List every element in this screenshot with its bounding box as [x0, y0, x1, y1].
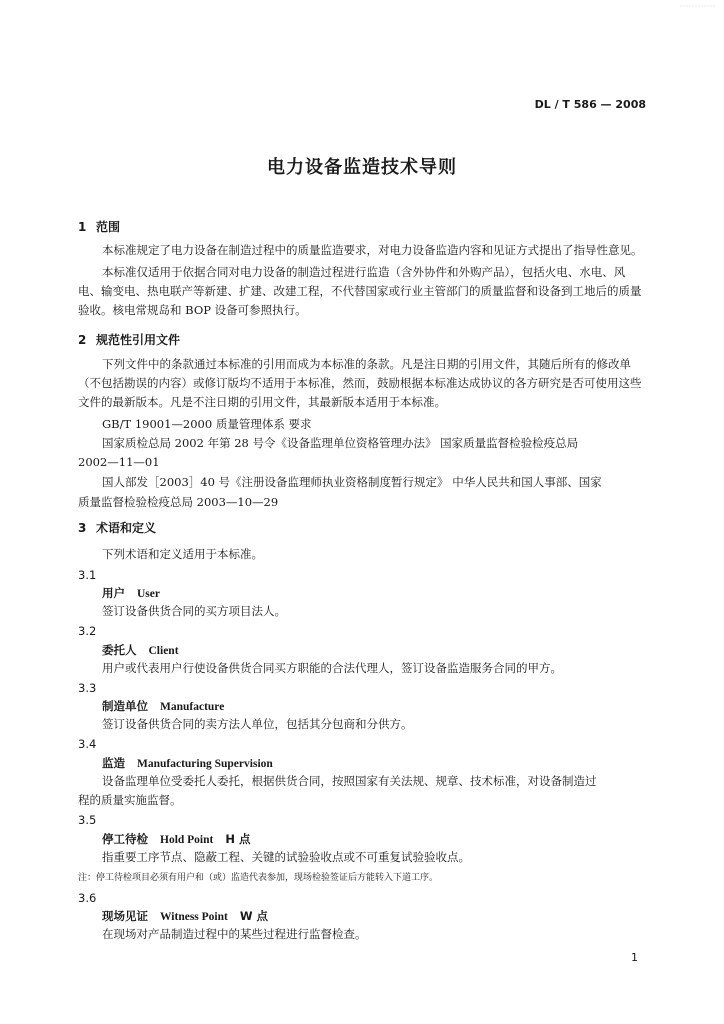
reference-gbt19001: GB/T 19001—2000 质量管理体系 要求 — [102, 417, 312, 431]
reference-guorenbufa-40: 国人部发［2003］40 号《注册设备监理师执业资格制度暂行规定》 中华人民共和国人事部、国家 — [102, 475, 602, 489]
term-definition: 用户或代表用户行使设备供货合同买方职能的合法代理人，签订设备监造服务合同的甲方。 — [102, 661, 562, 675]
term-en: Client — [148, 645, 179, 657]
term-note: 注：停工待检项目必须有用户和（或）监造代表参加，现场检验签证后方能转入下道工序。 — [78, 873, 439, 883]
term-en: Hold Point — [160, 834, 214, 846]
term-number: 3.4 — [78, 737, 97, 751]
term-heading-client — [102, 642, 179, 658]
terms-intro: 下列术语和定义适用于本标准。 — [102, 547, 263, 561]
term-en: Witness Point — [160, 911, 228, 923]
document-title: 电力设备监造技术导则 — [267, 157, 457, 178]
term-number: 3.2 — [78, 624, 97, 638]
section-heading-terms — [78, 519, 156, 536]
scan-artifact-mark — [678, 2, 718, 10]
term-en: Manufacturing Supervision — [137, 758, 273, 770]
section-heading-scope — [78, 218, 120, 235]
term-number: 3.1 — [78, 568, 97, 582]
term-definition-continued: 程的质量实施监督。 — [78, 793, 182, 807]
term-heading-witness-point — [102, 908, 268, 924]
section-number: 3 — [78, 521, 87, 535]
term-number: 3.6 — [78, 891, 97, 905]
section-heading-normative-references — [78, 331, 180, 348]
term-definition: 指重要工序节点、隐蔽工程、关键的试验验收点或不可重复试验验收点。 — [102, 850, 470, 864]
term-abbrev: H 点 — [225, 832, 251, 846]
term-en: Manufacture — [160, 701, 225, 713]
term-heading-hold-point — [102, 831, 251, 847]
term-cn: 现场见证 — [102, 909, 148, 923]
section-number: 1 — [78, 220, 87, 234]
scope-paragraph-1: 本标准规定了电力设备在制造过程中的质量监造要求，对电力设备监造内容和见证方式提出了指导性意见。 — [102, 243, 643, 257]
term-en: User — [137, 588, 160, 600]
term-cn: 委托人 — [102, 643, 137, 657]
page-number: 1 — [631, 951, 638, 964]
term-definition: 在现场对产品制造过程中的某些过程进行监督检查。 — [102, 927, 367, 941]
term-definition: 签订设备供货合同的卖方法人单位，包括其分包商和分供方。 — [102, 717, 413, 731]
term-number: 3.5 — [78, 813, 97, 827]
section-title: 术语和定义 — [96, 521, 157, 535]
term-cn: 用户 — [102, 586, 125, 600]
term-definition: 设备监理单位受委托人委托，根据供货合同，按照国家有关法规、规章、技术标准，对设备制造过 — [102, 774, 597, 788]
scope-paragraph-2: 本标准仅适用于依据合同对电力设备的制造过程进行监造（含外协件和外购产品），包括火电、水电、风电、输变电、热电联产等新建、扩建、改建工程，不代替国家或行业主管部门的质量监督和设备到工地后的质量验收。核电常规岛和 BOP 设备可参照执行。 — [78, 265, 642, 317]
term-number: 3.3 — [78, 681, 97, 695]
term-abbrev: W 点 — [239, 909, 269, 923]
reference-order-28-date: 2002—11—01 — [78, 455, 160, 469]
term-heading-user — [102, 585, 160, 601]
reference-order-28: 国家质检总局 2002 年第 28 号令《设备监理单位资格管理办法》 国家质量监督检验检疫总局 — [102, 436, 579, 450]
reference-guorenbufa-40-date: 质量监督检验检疫总局 2003—10—29 — [78, 495, 279, 509]
references-paragraph: 下列文件中的条款通过本标准的引用而成为本标准的条款。凡是注日期的引用文件，其随后所有的修改单（不包括勘误的内容）或修订版均不适用于本标准，然而，鼓励根据本标准达成协议的各方研究是否可使用这些文件的最新版本。凡是不注日期的引用文件，其最新版本适用于本标准。 — [78, 357, 642, 409]
term-heading-manufacture — [102, 698, 224, 714]
standard-number: DL / T 586 — 2008 — [534, 98, 646, 111]
term-heading-supervision — [102, 755, 273, 771]
term-cn: 制造单位 — [102, 699, 148, 713]
term-definition: 签订设备供货合同的买方项目法人。 — [102, 604, 286, 618]
term-cn: 停工待检 — [102, 832, 148, 846]
section-number: 2 — [78, 333, 87, 347]
section-title: 规范性引用文件 — [96, 333, 181, 347]
section-title: 范围 — [96, 220, 121, 234]
term-cn: 监造 — [102, 756, 125, 770]
